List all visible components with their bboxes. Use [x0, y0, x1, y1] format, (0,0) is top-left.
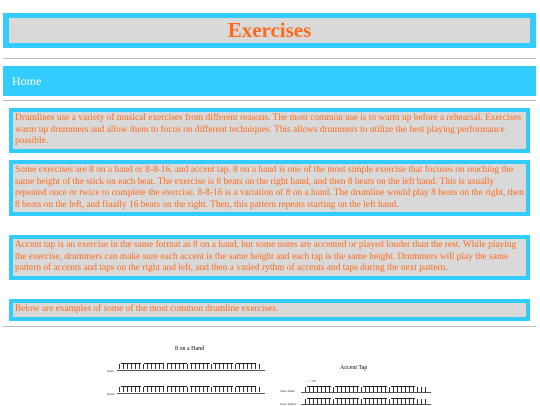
page-title: Exercises: [227, 18, 312, 42]
tempo-marking: ♩ = 120: [305, 379, 316, 383]
exercises-box: [9, 160, 530, 216]
accent-tap-paragraph: Accent tap is an exercise in the same format as 8 on a hand, but some notes are accented or played louder than the rest. While playing the exercise, drummers can make sure each accent is the same height and each tap is the same height. Drummers will play the same pattern of accents and taps on the right and left, and then a varied rythm of accents and taps during the next pattern.: [13, 239, 526, 276]
note-stems: [119, 364, 261, 369]
note-stems: [119, 387, 261, 392]
staff-line: [301, 392, 431, 393]
staff-label: Tenor Drums: [280, 402, 296, 406]
staff-label: Snare: [107, 369, 114, 373]
examples-box: [9, 299, 530, 321]
divider: [3, 100, 536, 101]
nav-home-link[interactable]: Home: [12, 73, 42, 88]
sheet-music-8-on-a-hand: [101, 336, 271, 405]
exercises-paragraph: Some exercises are 8 on a hand or 8-8-16, and accent tap. 8 on a hand is one of the most simple exercise that focuses on reaching the same height of the stick on each beat. The exercise is 8 beats on the right hand, and then 8 beats on the left hand. This is usually repeated once or twice to complete the exercise. 8-8-16 is a variation of 8 on a hand. The drumline would play 8 beats on the right, then 8 beats on the left, and finally 16 beats on the right. Then, this pattern repeats starting on the left hand.: [13, 164, 526, 212]
staff-line: [117, 393, 265, 394]
intro-paragraph: Drumlines use a variety of musical exercises from different reasons. The most common use is to warm up before a rehearsal. Exercises warm up drummers and allow them to focus on different techniques. This allows drummers to utilize the best playing performance possible.: [13, 112, 526, 149]
accent-tap-box: [9, 235, 530, 280]
staff-label: Quads: [107, 392, 115, 396]
staff-line: [117, 370, 265, 371]
page-header-panel: [9, 18, 530, 43]
divider: [3, 58, 536, 59]
nav-bar: [3, 66, 536, 96]
sheet-title: Accent Tap: [340, 365, 368, 371]
staff-label: Snare Drum: [280, 389, 295, 393]
sheet-music-accent-tap: [275, 360, 435, 405]
examples-paragraph: Below are examples of some of the most common drumline exercises.: [13, 303, 526, 317]
intro-box: [9, 108, 530, 153]
sheet-title: 8 on a Hand: [175, 346, 205, 352]
divider: [3, 326, 536, 327]
page-header: [3, 13, 536, 48]
